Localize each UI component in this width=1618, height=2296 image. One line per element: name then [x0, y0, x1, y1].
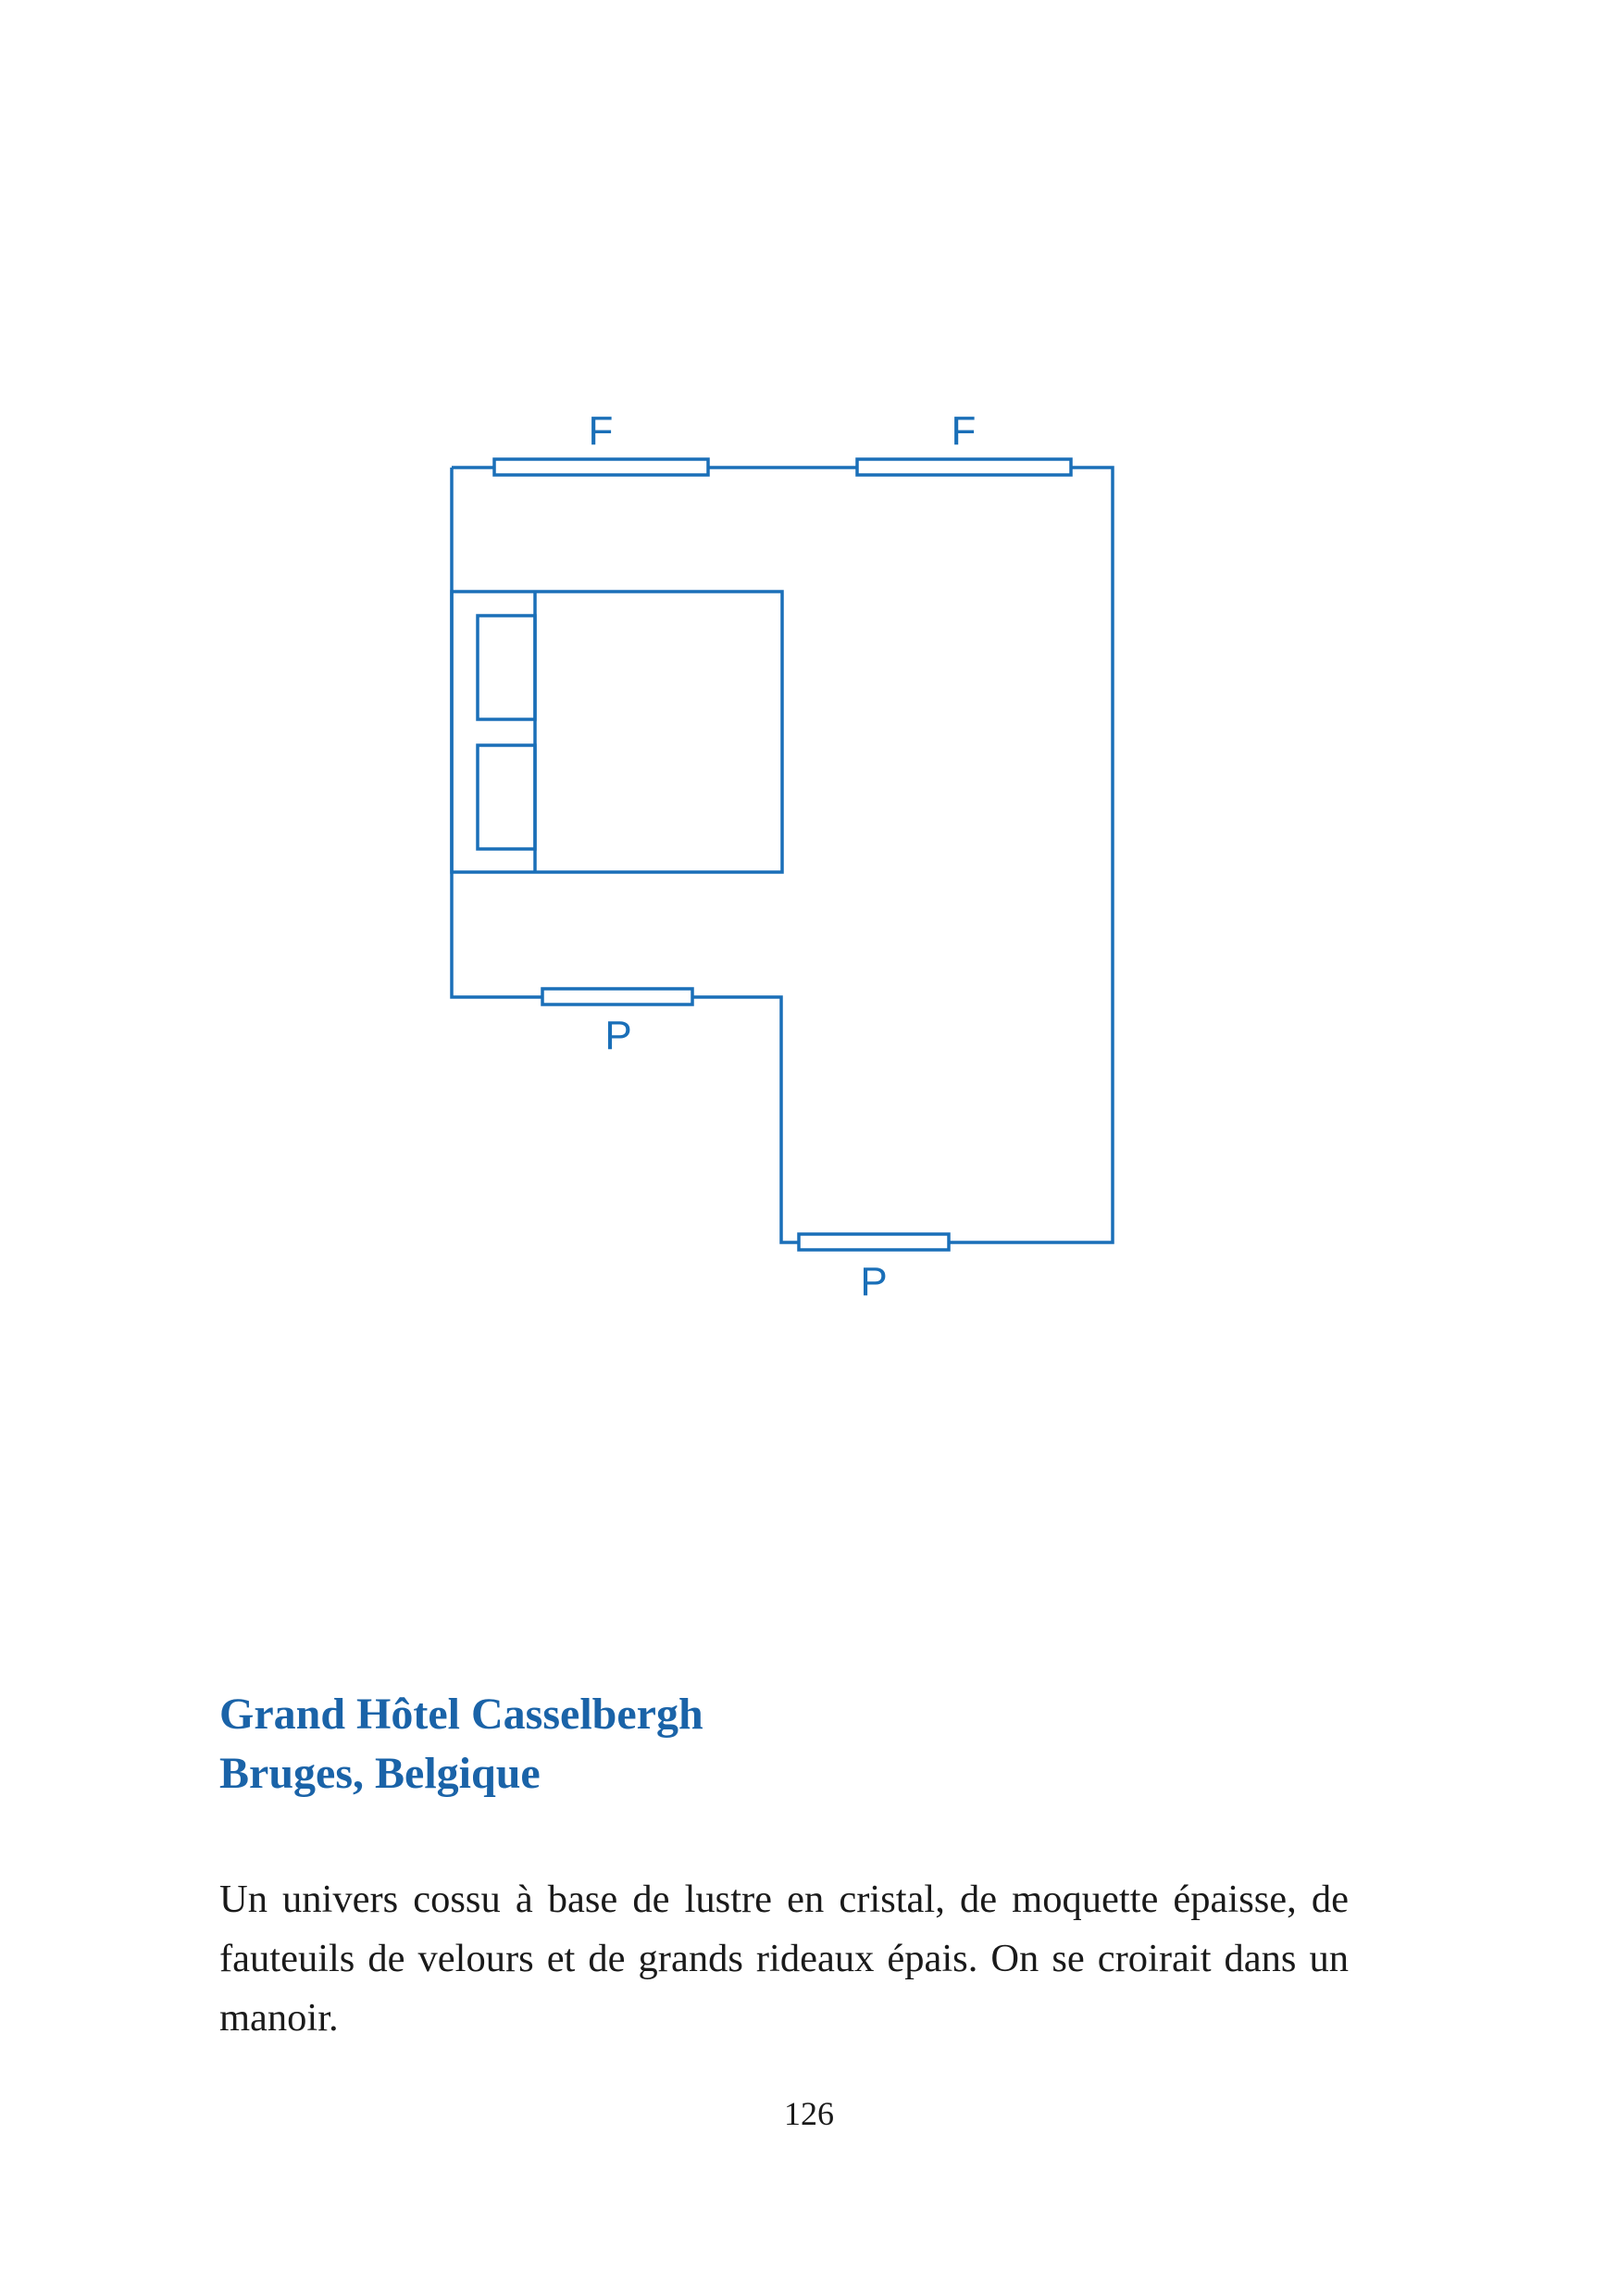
page-number: 126 [784, 2095, 834, 2132]
window-left-label: F [588, 408, 614, 454]
door-bottom-label: P [860, 1259, 888, 1304]
pillow-top [478, 616, 535, 719]
bed [452, 592, 782, 872]
hotel-title-block [219, 1685, 703, 1803]
window-left [494, 459, 708, 475]
door-middle [542, 989, 692, 1004]
door-middle-label: P [604, 1013, 632, 1058]
door-bottom [799, 1234, 949, 1250]
pillow-bottom [478, 745, 535, 849]
hotel-location: Bruges, Belgique [219, 1749, 541, 1798]
hotel-description: Un univers cossu à base de lustre en cristal, de moquette épaisse, de fauteuils de velours et de grands rideaux épais. On se croirait dans un manoir. [219, 1878, 1349, 2040]
hotel-name: Grand Hôtel Casselbergh [219, 1690, 703, 1739]
window-right [857, 459, 1071, 475]
window-right-label: F [951, 408, 977, 454]
